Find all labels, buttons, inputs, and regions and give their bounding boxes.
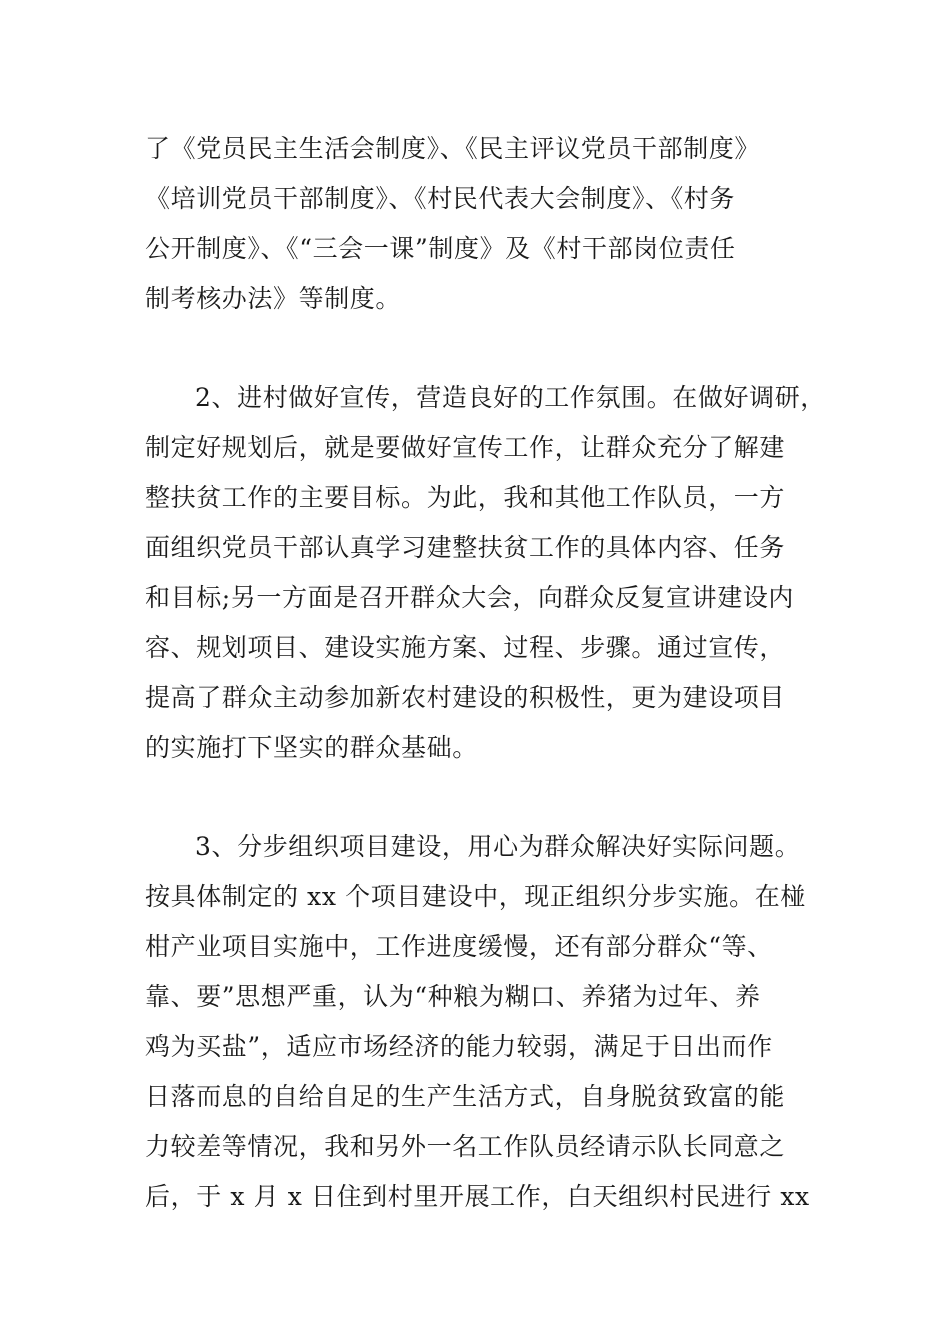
paragraph-line: 提高了群众主动参加新农村建设的积极性，更为建设项目 [145,683,786,712]
paragraph-line: 柑产业项目实施中，工作进度缓慢，还有部分群众“等、 [145,932,773,961]
paragraph-publicity [145,373,825,773]
paragraph-line: 制考核办法》等制度。 [145,284,402,313]
paragraph-project-construction [145,822,825,1222]
paragraph-line: 容、规划项目、建设实施方案、过程、步骤。通过宣传， [145,633,786,662]
paragraph-line: 按具体制定的 xx 个项目建设中，现正组织分步实施。在椪 [145,882,806,911]
paragraph-line: 的实施打下坚实的群众基础。 [145,733,478,762]
paragraph-line: 力较差等情况，我和另外一名工作队员经请示队长同意之 [145,1132,786,1161]
paragraph-line: 制定好规划后，就是要做好宣传工作，让群众充分了解建 [145,433,786,462]
paragraph-line: 鸡为买盐”，适应市场经济的能力较弱，满足于日出而作 [145,1032,773,1061]
paragraph-line: 了《党员民主生活会制度》、《民主评议党员干部制度》 [145,134,761,163]
paragraph-line: 整扶贫工作的主要目标。为此，我和其他工作队员，一方 [145,483,786,512]
paragraph-line: 《培训党员干部制度》、《村民代表大会制度》、《村务 [145,184,736,213]
paragraph-line: 面组织党员干部认真学习建整扶贫工作的具体内容、任务 [145,533,786,562]
paragraph-line: 靠、要”思想严重，认为“种粮为糊口、养猪为过年、养 [145,982,761,1011]
paragraph-line: 公开制度》、《“三会一课”制度》及《村干部岗位责任 [145,234,736,263]
paragraph-line: 和目标;另一方面是召开群众大会，向群众反复宣讲建设内 [145,583,795,612]
paragraph-line: 日落而息的自给自足的生产生活方式，自身脱贫致富的能 [145,1082,786,1111]
paragraph-continuation [145,124,825,324]
paragraph-line: 2、进村做好宣传，营造良好的工作氛围。在做好调研， [195,383,826,412]
paragraph-line: 后，于 x 月 x 日住到村里开展工作，白天组织村民进行 xx [145,1182,810,1211]
paragraph-line: 3、分步组织项目建设，用心为群众解决好实际问题。 [195,832,801,861]
